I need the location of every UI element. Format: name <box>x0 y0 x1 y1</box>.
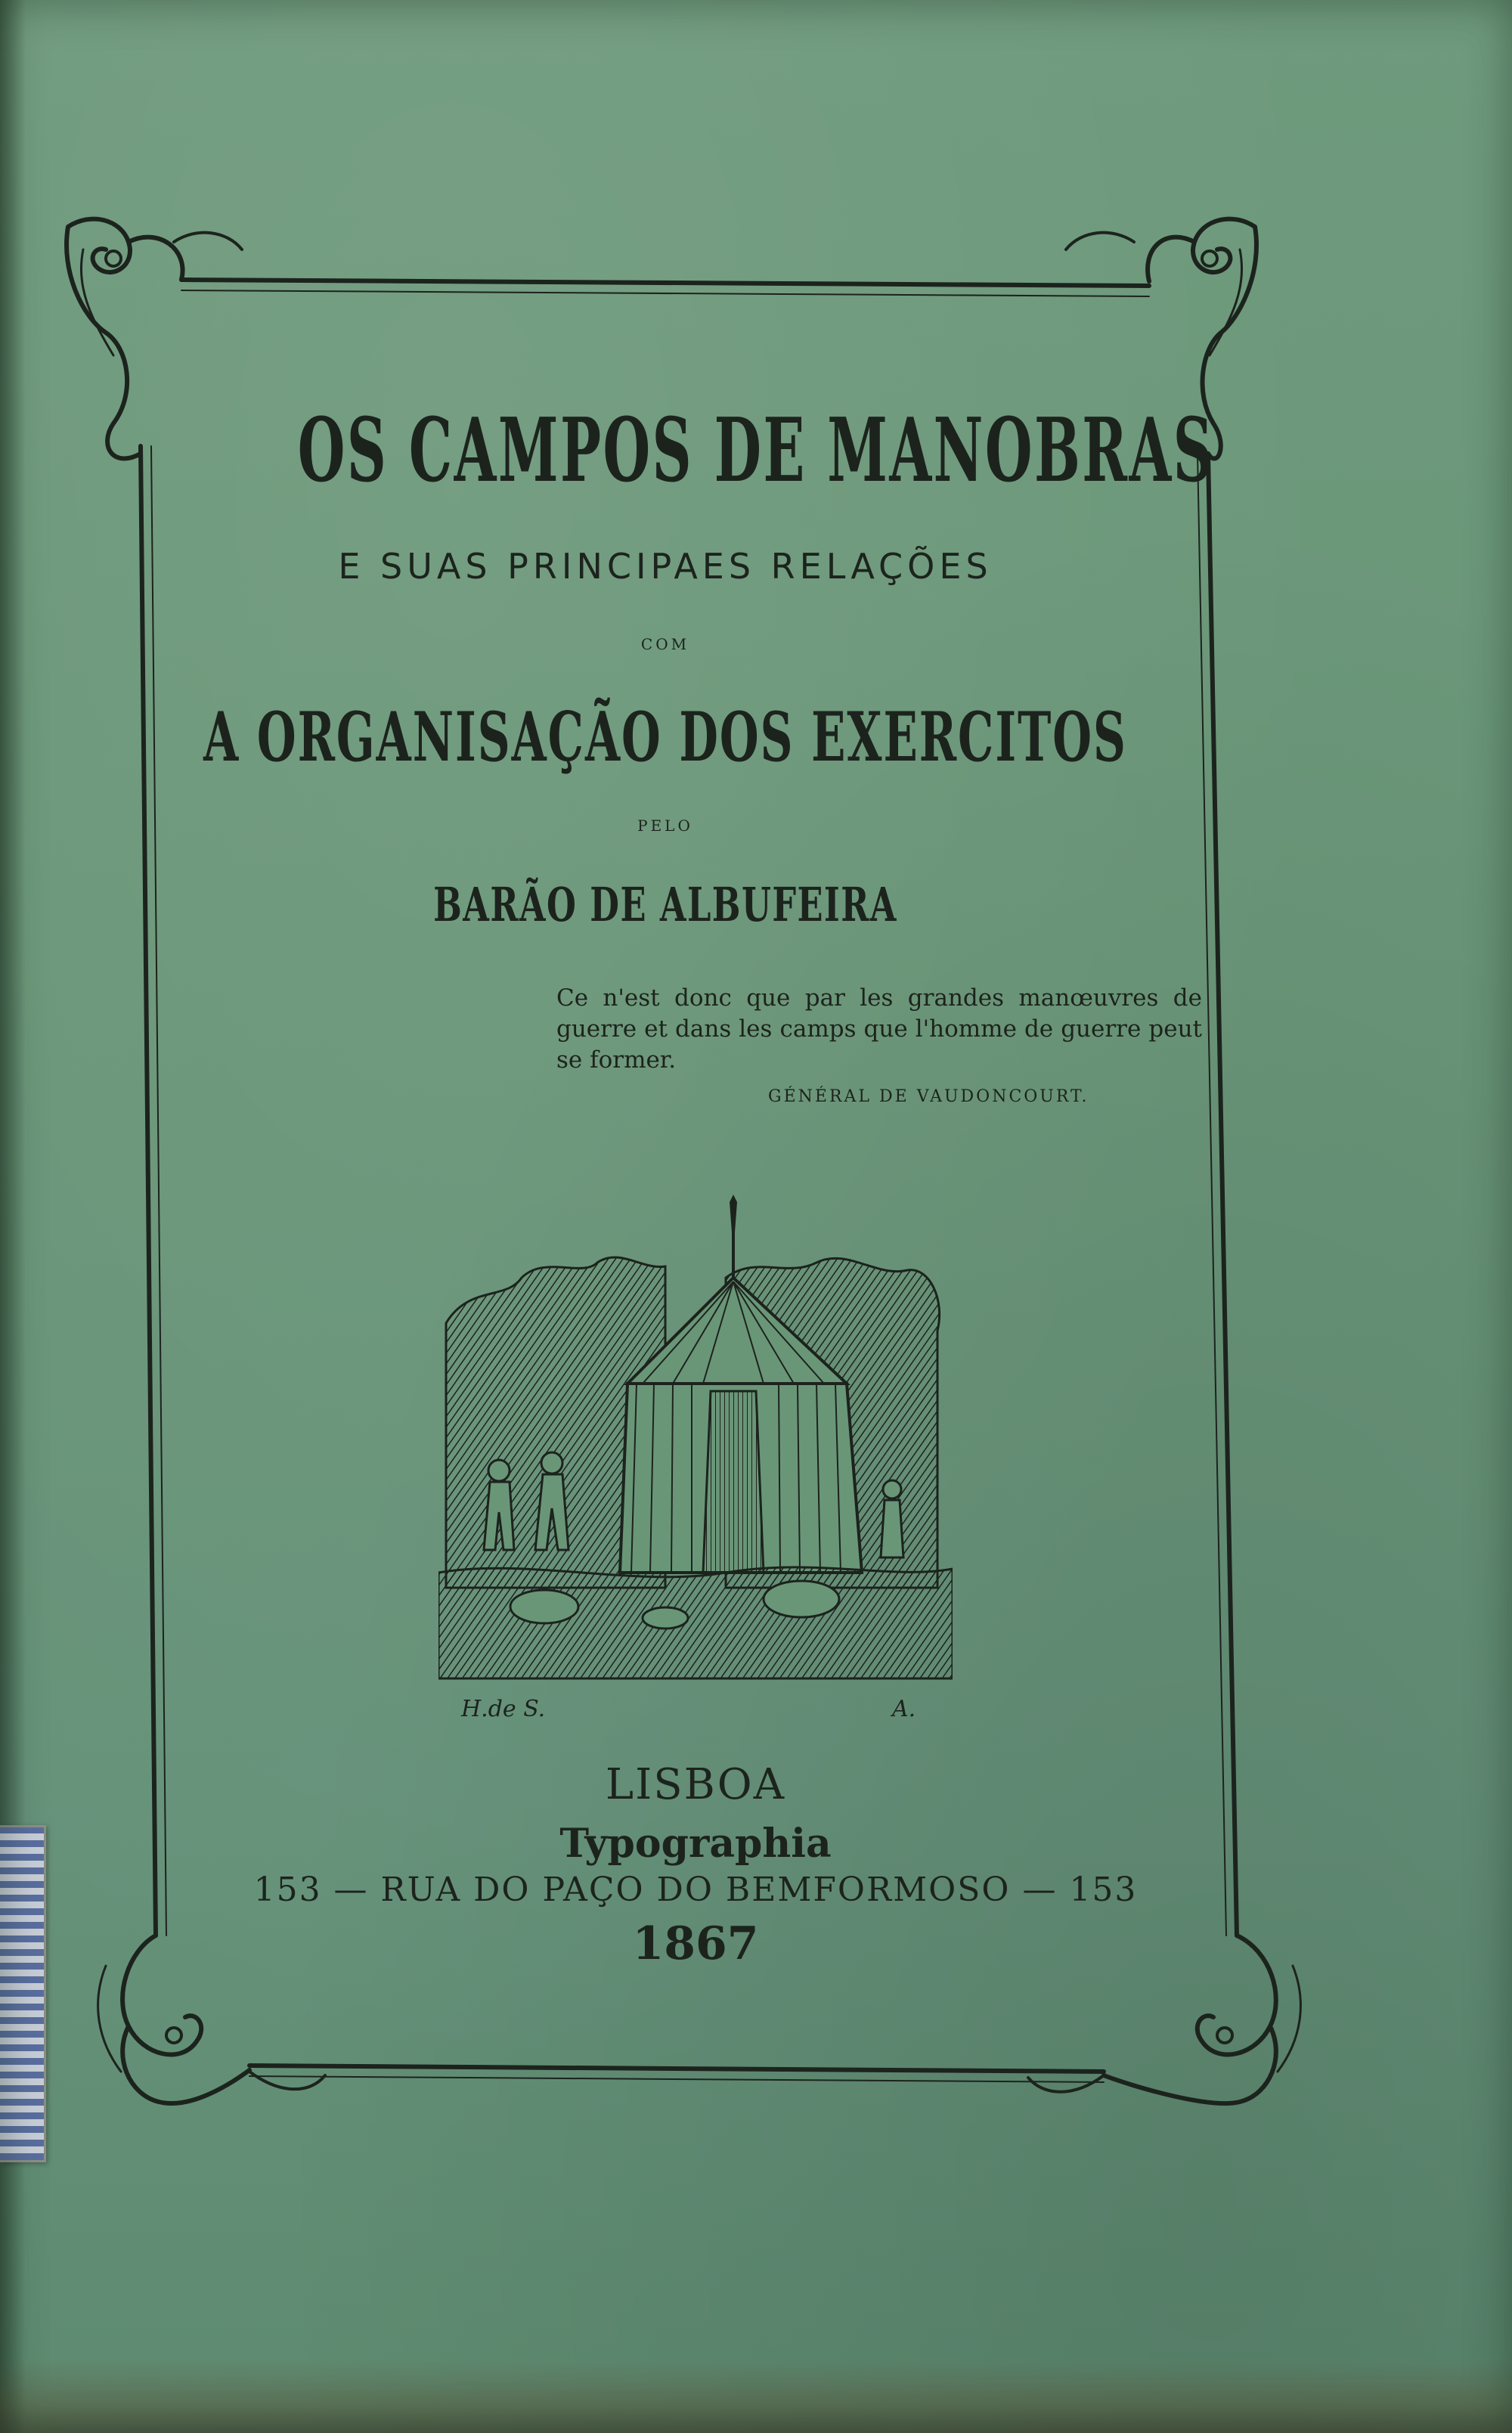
imprint-printer: Typographia <box>559 1821 832 1867</box>
epigraph-text: Ce n'est donc que par les grandes manœuvres de guerre et dans les camps que l'homme de guerre peut se former. <box>556 984 1202 1074</box>
imprint-city: LISBOA <box>605 1760 786 1809</box>
imprint-year: 1867 <box>632 1917 759 1970</box>
book-author: BARÃO DE ALBUFEIRA <box>433 877 897 932</box>
engraver-signature-right: A. <box>892 1696 916 1722</box>
imprint-address: 153 — RUA DO PAÇO DO BEMFORMOSO — 153 <box>253 1870 1138 1909</box>
book-subject: A ORGANISAÇÃO DOS EXERCITOS <box>203 697 1127 777</box>
tent-engraving <box>438 1195 953 1724</box>
book-subtitle: E SUAS PRINCIPAES RELAÇÕES <box>338 546 993 587</box>
book-title: OS CAMPOS DE MANOBRAS <box>297 399 1215 502</box>
library-label <box>0 1825 46 2162</box>
paper-wear <box>0 2359 1512 2433</box>
epigraph-attribution: GÉNÉRAL DE VAUDONCOURT. <box>768 1087 1089 1106</box>
engraver-signature-left: H.de S. <box>461 1696 546 1722</box>
connector-pelo: PELO <box>637 817 693 835</box>
connector-com: COM <box>640 635 690 653</box>
